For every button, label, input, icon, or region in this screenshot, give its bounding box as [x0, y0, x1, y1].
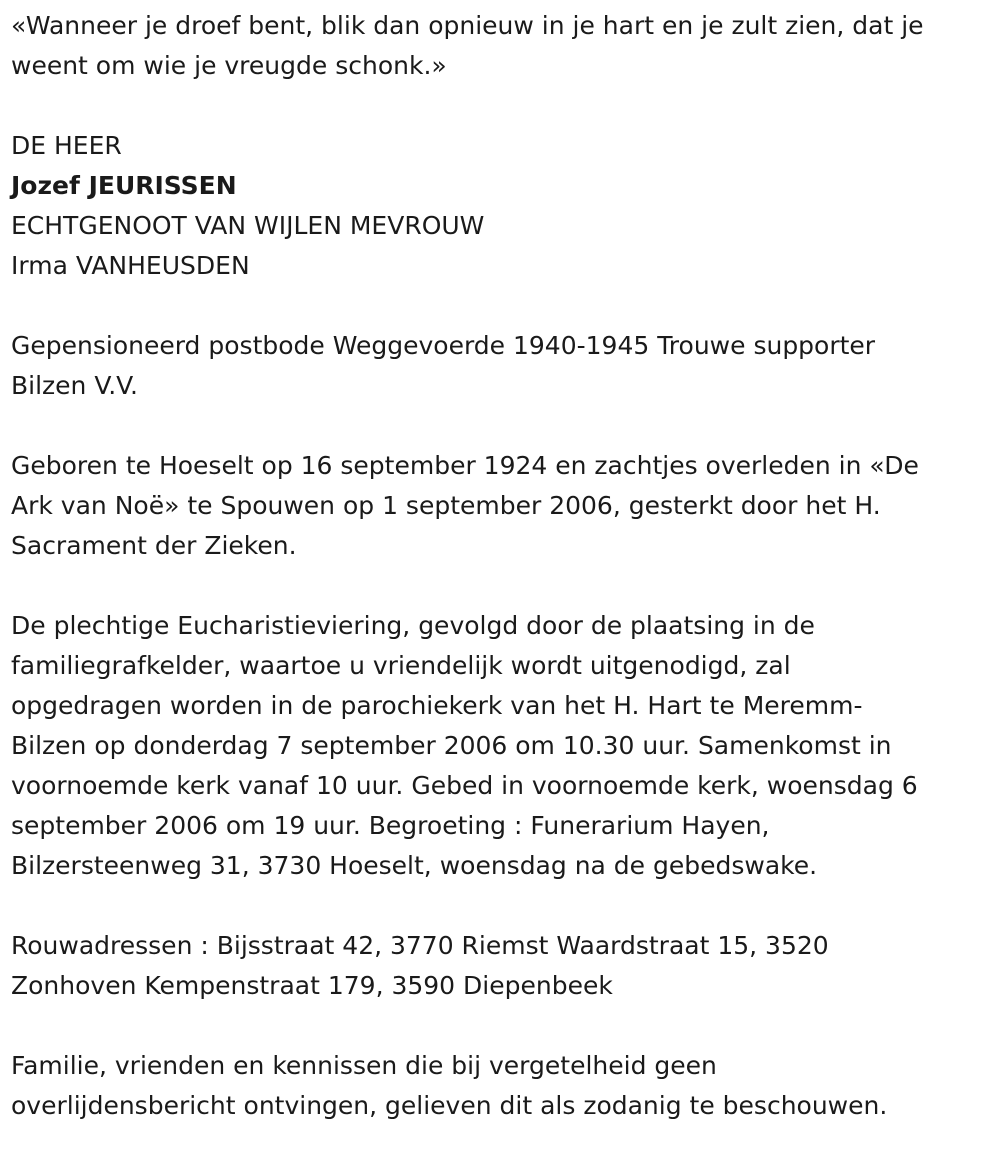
- quote-line: «Wanneer je droef bent, blik dan opnieuw in je hart en je zult zien, dat je: [11, 11, 924, 40]
- spouse-label: ECHTGENOOT VAN WIJLEN MEVROUW: [11, 211, 485, 240]
- ceremony-line: voornoemde kerk vanaf 10 uur. Gebed in voornoemde kerk, woensdag 6: [11, 771, 918, 800]
- paragraph-spacer: [11, 406, 990, 446]
- ceremony-line: Bilzen op donderdag 7 september 2006 om 10.30 uur. Samenkomst in: [11, 731, 892, 760]
- quote-paragraph: [11, 6, 990, 86]
- birth-death-line: Ark van Noë» te Spouwen op 1 september 2006, gesterkt door het H.: [11, 491, 881, 520]
- spouse-name: Irma VANHEUSDEN: [11, 251, 250, 280]
- ceremony-paragraph: [11, 606, 990, 886]
- address-line: Zonhoven Kempenstraat 179, 3590 Diepenbeek: [11, 971, 613, 1000]
- birth-death-line: Sacrament der Zieken.: [11, 531, 297, 560]
- birth-death-line: Geboren te Hoeselt op 16 september 1924 en zachtjes overleden in «De: [11, 451, 919, 480]
- quote-line: weent om wie je vreugde schonk.»: [11, 51, 447, 80]
- deceased-name: Jozef JEURISSEN: [11, 171, 237, 200]
- closing-paragraph: [11, 1046, 990, 1126]
- ceremony-line: Bilzersteenweg 31, 3730 Hoeselt, woensdag na de gebedswake.: [11, 851, 818, 880]
- paragraph-spacer: [11, 886, 990, 926]
- ceremony-line: familiegrafkelder, waartoe u vriendelijk wordt uitgenodigd, zal: [11, 651, 791, 680]
- closing-line: overlijdensbericht ontvingen, gelieven dit als zodanig te beschouwen.: [11, 1091, 888, 1120]
- closing-line: Familie, vrienden en kennissen die bij vergetelheid geen: [11, 1051, 717, 1080]
- paragraph-spacer: [11, 1006, 990, 1046]
- paragraph-spacer: [11, 566, 990, 606]
- occupation-paragraph: [11, 326, 990, 406]
- occupation-line: Gepensioneerd postbode Weggevoerde 1940-1945 Trouwe supporter: [11, 331, 876, 360]
- birth-death-paragraph: [11, 446, 990, 566]
- honorific-title: DE HEER: [11, 131, 122, 160]
- paragraph-spacer: [11, 286, 990, 326]
- addresses-paragraph: [11, 926, 990, 1006]
- ceremony-line: De plechtige Eucharistieviering, gevolgd door de plaatsing in de: [11, 611, 815, 640]
- deceased-block: [11, 126, 990, 286]
- ceremony-line: opgedragen worden in de parochiekerk van het H. Hart te Meremm-: [11, 691, 863, 720]
- ceremony-line: september 2006 om 19 uur. Begroeting : Funerarium Hayen,: [11, 811, 770, 840]
- paragraph-spacer: [11, 86, 990, 126]
- occupation-line: Bilzen V.V.: [11, 371, 138, 400]
- address-line: Rouwadressen : Bijsstraat 42, 3770 Riemst Waardstraat 15, 3520: [11, 931, 829, 960]
